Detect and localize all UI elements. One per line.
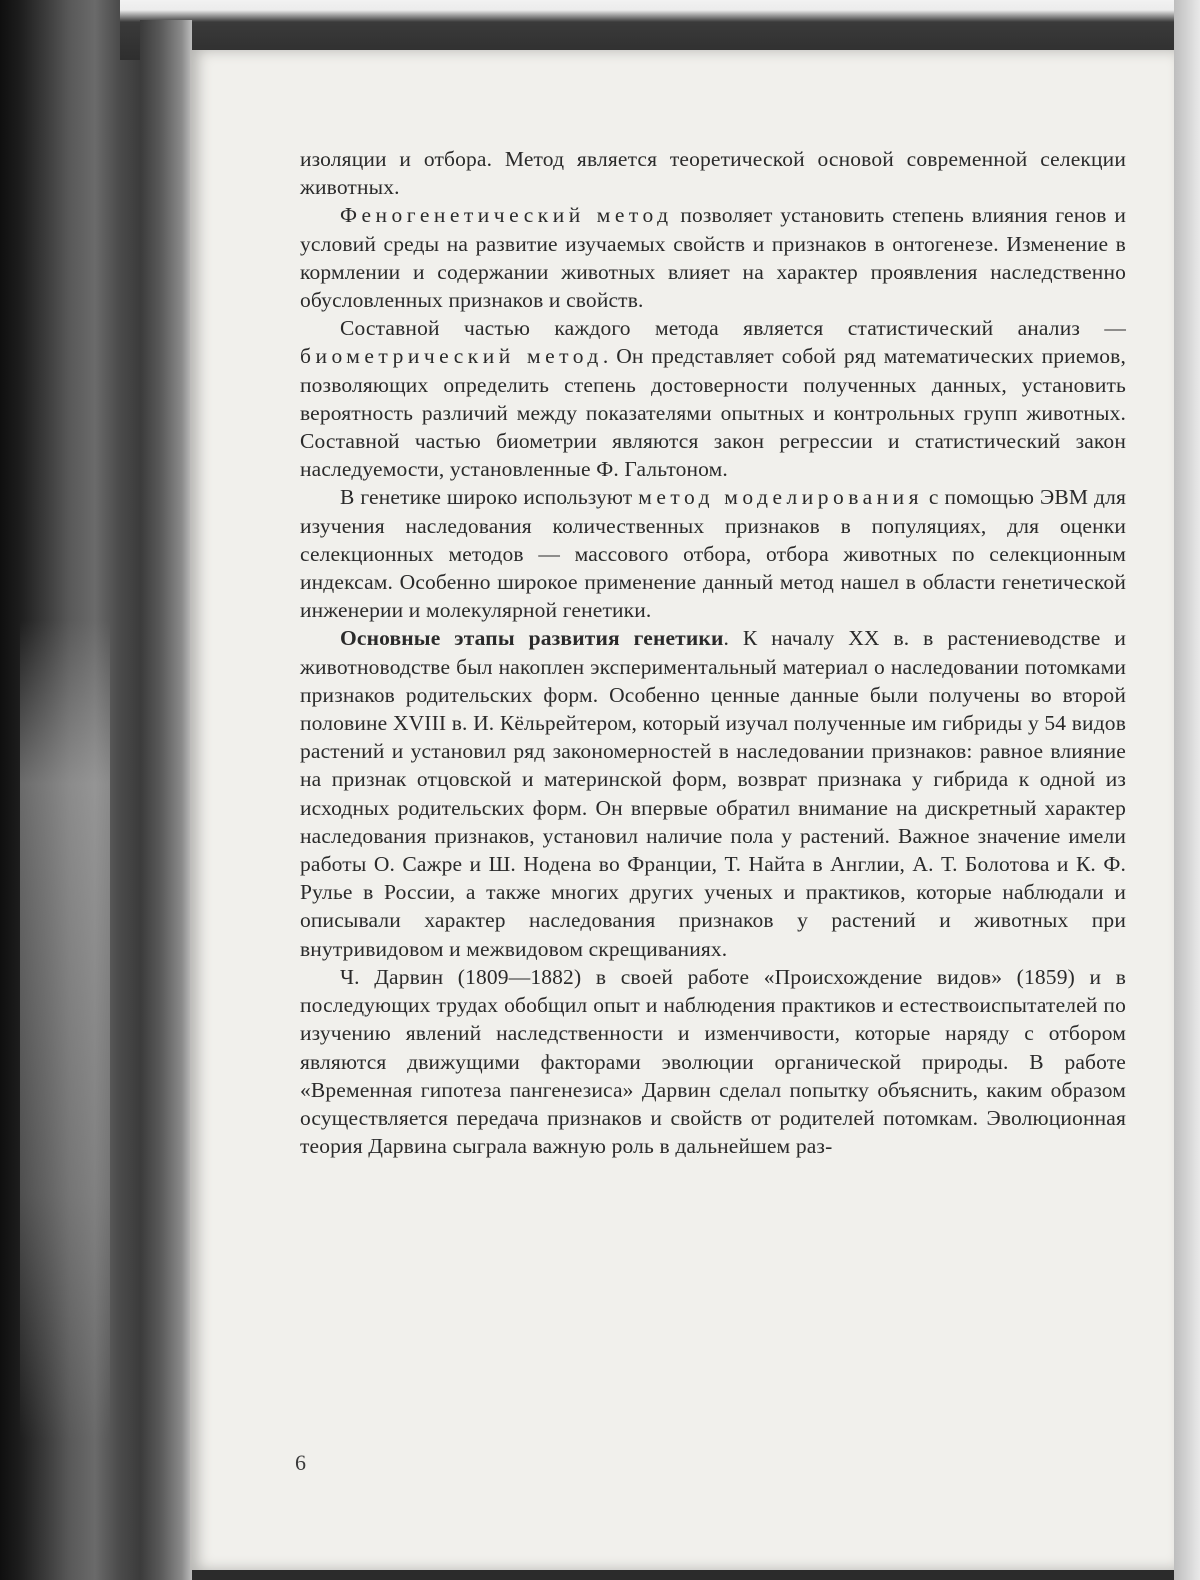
paragraph-history [300, 624, 1126, 962]
section-heading: Основные этапы развития генетики [340, 626, 724, 651]
text-run: . К началу XX в. в растениеводстве и животноводстве был накоплен экспериментальный материал о наследовании потомками признаков родительских форм. Особенно ценные данные были получены во второй половине XVIII в. И. Кёльрейтером, который изучал полученные им гибриды у 54 видов растений и установил ряд закономерностей в наследовании признаков: равное влияние на признак отцовской и материнской форм, возврат признака у гибрида к одной из исходных родительских форм. Он впервые обратил внимание на дискретный характер наследования признаков, установил наличие пола у растений. Важное значение имели работы О. Сажре и Ш. Нодена во Франции, Т. Найта в Англии, А. Т. Болотова и К. Ф. Рулье в России, а также многих других ученых и практиков, которые наблюдали и описывали характер наследования признаков у растений и животных при внутривидовом и межвидовом скрещиваниях. [300, 626, 1126, 961]
paragraph-biometric-method [300, 314, 1126, 483]
text-run: . Он представляет собой ряд математических приемов, позволяющих определить степень достоверности полученных данных, установить вероятность различий между показателями опытных и контрольных групп животных. Составной частью биометрии являются закон регрессии и статистический закон наследуемости, установленные Ф. Гальтоном. [300, 344, 1126, 482]
scan-right-edge [1174, 0, 1200, 1580]
term-phenogenetic-method: Феногенетический метод [340, 203, 673, 228]
book-spine-shadow [140, 20, 192, 1580]
term-biometric-method: биометрический метод [300, 344, 603, 369]
page-number: 6 [295, 1450, 306, 1475]
scan-left-margin [0, 0, 140, 1580]
text-run: позволяет установить степень влияния генов и условий среды на развитие изучаемых свойств и признаков в онтогенезе. Изменение в кормлении и содержании животных влияет на характер проявления наследственно обусловленных признаков и свойств. [300, 203, 1126, 313]
text-run: В генетике широко используют [340, 485, 639, 510]
paragraph-darwin [300, 963, 1126, 1160]
term-modeling-method: метод моделирования [638, 485, 924, 510]
text-run: Ч. Дарвин (1809—1882) в своей работе «Происхождение видов» (1859) и в последующих трудах обобщил опыт и наблюдения практиков и естествоиспытателей по изучению явлений наследственности и изменчивости, которые наряду с отбором являются движущими факторами эволюции органической природы. В работе «Временная гипотеза пангенезиса» Дарвин сделал попытку объяснить, каким образом осуществляется передача признаков и свойств от родителей потомкам. Эволюционная теория Дарвина сыграла важную роль в дальнейшем раз- [300, 964, 1126, 1159]
paragraph [300, 145, 1126, 201]
text-run: Составной частью каждого метода является статистический анализ — [340, 316, 1126, 341]
paragraph-phenogenetic-method [300, 201, 1126, 314]
page-text [300, 145, 1126, 1160]
paragraph-modeling-method [300, 483, 1126, 624]
text-run: изоляции и отбора. Метод является теоретической основой современной селекции животных. [300, 147, 1126, 200]
text-run: с помощью ЭВМ для изучения наследования количественных признаков в популяциях, для оценки селекционных методов — массового отбора, отбора животных по селекционным индексам. Особенно широкое применение данный метод нашел в области генетической инженерии и молекулярной генетики. [300, 485, 1126, 623]
